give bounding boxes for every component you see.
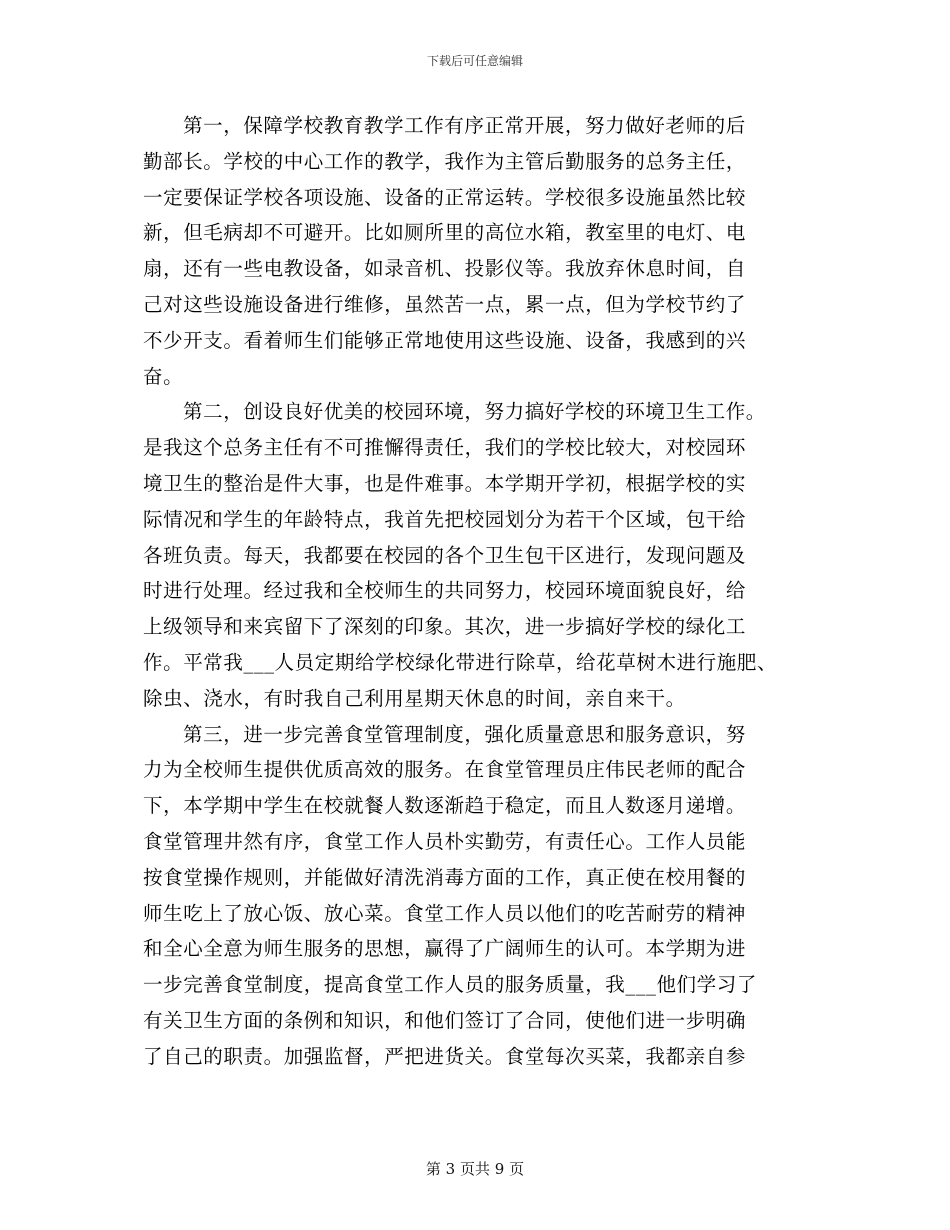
paragraph-first-line: 第一，保障学校教育教学工作有序正常开展，努力做好老师的后 bbox=[183, 114, 746, 137]
paragraph-line: 奋。 bbox=[143, 364, 184, 388]
paragraph-line: 了自己的职责。加强监督，严把进货关。食堂每次买菜，我都亲自参 bbox=[143, 1044, 747, 1068]
paragraph-line: 上级领导和来宾留下了深刻的印象。其次，进一步搞好学校的绿化工 bbox=[143, 615, 747, 639]
page-header: 下载后可任意编辑 bbox=[426, 54, 523, 68]
paragraph-line: 按食堂操作规则，并能做好清洗消毒方面的工作，真正使在校用餐的 bbox=[143, 865, 747, 889]
paragraph-first-line: 第三，进一步完善食堂管理制度，强化质量意思和服务意识，努 bbox=[183, 722, 746, 746]
paragraph-line: 时进行处理。经过我和全校师生的共同努力，校园环境面貌良好，给 bbox=[143, 579, 747, 603]
paragraph-line: 不少开支。看着师生们能够正常地使用这些设施、设备，我感到的兴 bbox=[143, 328, 747, 352]
paragraph-line: 食堂管理井然有序，食堂工作人员朴实勤劳，有责任心。工作人员能 bbox=[143, 829, 747, 853]
page-footer: 第 3 页共 9 页 bbox=[425, 1160, 525, 1178]
paragraph-line: 师生吃上了放心饭、放心菜。食堂工作人员以他们的吃苦耐劳的精神 bbox=[143, 901, 747, 925]
paragraph-line: 一定要保证学校各项设施、设备的正常运转。学校很多设施虽然比较 bbox=[143, 185, 747, 209]
paragraph-first-line: 第二，创设良好优美的校园环境，努力搞好学校的环境卫生工作。 bbox=[183, 400, 766, 424]
paragraph-line: 际情况和学生的年龄特点，我首先把校园划分为若干个区域，包干给 bbox=[143, 507, 747, 531]
paragraph-line: 一步完善食堂制度，提高食堂工作人员的服务质量，我___他们学习了 bbox=[143, 973, 757, 997]
paragraph-line: 境卫生的整治是件大事，也是件难事。本学期开学初，根据学校的实 bbox=[143, 471, 747, 495]
paragraph-line: 扇，还有一些电教设备，如录音机、投影仪等。我放弃休息时间，自 bbox=[143, 257, 747, 281]
paragraph-line: 新，但毛病却不可避开。比如厕所里的高位水箱，教室里的电灯、电 bbox=[143, 221, 747, 245]
paragraph-line: 各班负责。每天，我都要在校园的各个卫生包干区进行，发现问题及 bbox=[143, 543, 747, 567]
paragraph-line: 除虫、浇水，有时我自己利用星期天休息的时间，亲自来干。 bbox=[143, 686, 686, 710]
paragraph-line: 下，本学期中学生在校就餐人数逐渐趋于稳定，而且人数逐月递增。 bbox=[143, 794, 747, 818]
paragraph-line: 己对这些设施设备进行维修，虽然苦一点，累一点，但为学校节约了 bbox=[143, 292, 747, 316]
paragraph-line: 是我这个总务主任有不可推懈得责任，我们的学校比较大，对校园环 bbox=[143, 436, 747, 460]
paragraph-line: 有关卫生方面的条例和知识，和他们签订了合同，使他们进一步明确 bbox=[143, 1008, 747, 1032]
paragraph-line: 勤部长。学校的中心工作的教学，我作为主管后勤服务的总务主任， bbox=[143, 149, 747, 173]
paragraph-line: 力为全校师生提供优质高效的服务。在食堂管理员庄伟民老师的配合 bbox=[143, 758, 747, 782]
paragraph-line: 和全心全意为师生服务的思想，赢得了广阔师生的认可。本学期为进 bbox=[143, 937, 747, 961]
document-body bbox=[143, 108, 808, 1075]
paragraph-line: 作。平常我___人员定期给学校绿化带进行除草，给花草树木进行施肥、 bbox=[143, 650, 778, 674]
